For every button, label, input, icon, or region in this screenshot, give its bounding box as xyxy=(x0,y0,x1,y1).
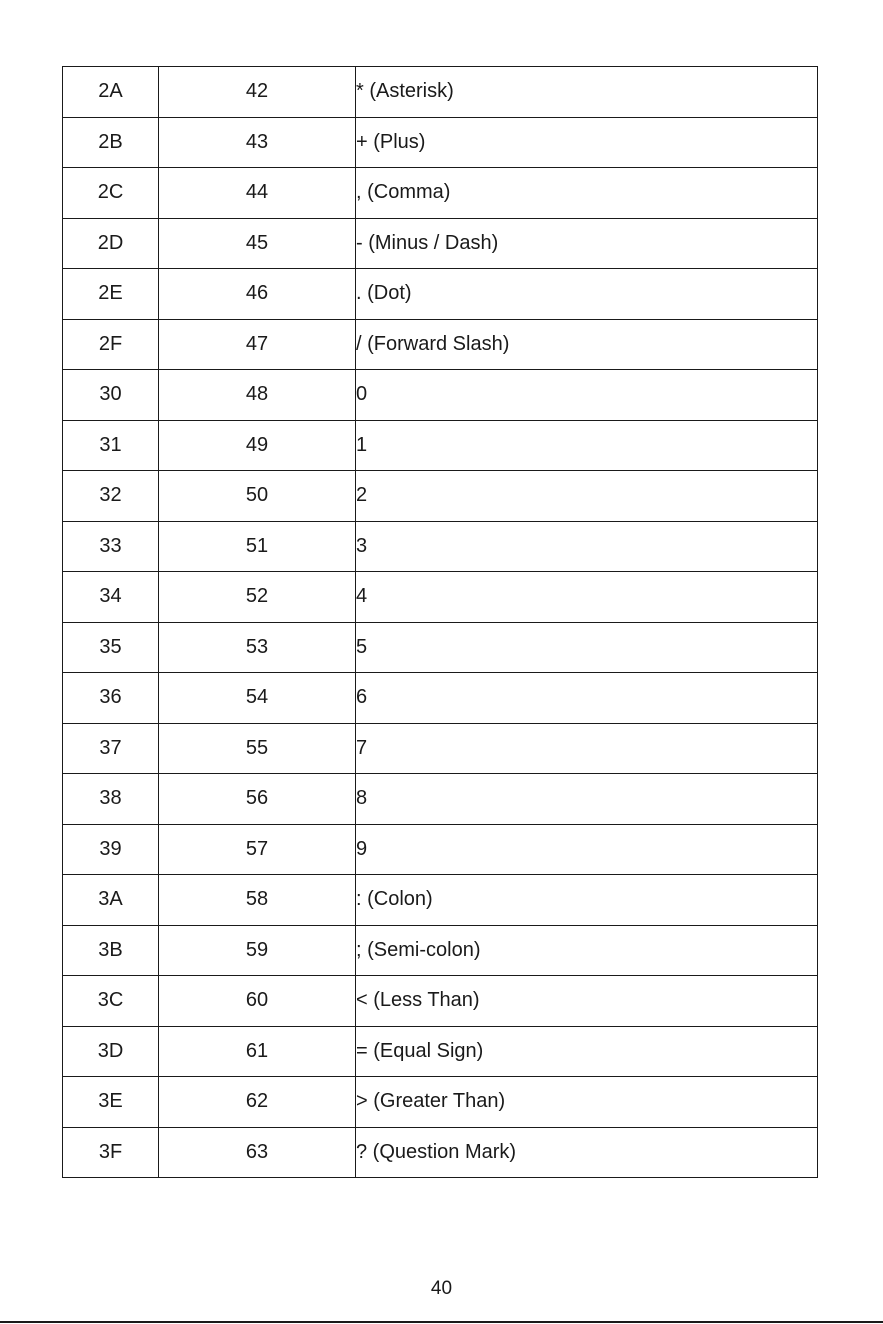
hex-code-cell: 34 xyxy=(63,572,159,623)
hex-code-cell: 31 xyxy=(63,420,159,471)
hex-code-cell: 37 xyxy=(63,723,159,774)
decimal-code-cell: 53 xyxy=(159,622,356,673)
table-row xyxy=(63,370,818,421)
character-cell: 4 xyxy=(356,572,818,623)
table-row xyxy=(63,1077,818,1128)
character-cell: ; (Semi-colon) xyxy=(356,925,818,976)
hex-code-cell: 2F xyxy=(63,319,159,370)
character-cell: 6 xyxy=(356,673,818,724)
ascii-table xyxy=(62,66,818,1178)
hex-code-cell: 3C xyxy=(63,976,159,1027)
character-cell: 7 xyxy=(356,723,818,774)
hex-code-cell: 3F xyxy=(63,1127,159,1178)
hex-code-cell: 2A xyxy=(63,67,159,118)
table-row xyxy=(63,976,818,1027)
table-row xyxy=(63,471,818,522)
decimal-code-cell: 56 xyxy=(159,774,356,825)
character-cell: : (Colon) xyxy=(356,875,818,926)
table-row xyxy=(63,1127,818,1178)
decimal-code-cell: 48 xyxy=(159,370,356,421)
character-cell: * (Asterisk) xyxy=(356,67,818,118)
decimal-code-cell: 60 xyxy=(159,976,356,1027)
table-row xyxy=(63,622,818,673)
hex-code-cell: 3B xyxy=(63,925,159,976)
table-row xyxy=(63,1026,818,1077)
character-cell: - (Minus / Dash) xyxy=(356,218,818,269)
decimal-code-cell: 58 xyxy=(159,875,356,926)
decimal-code-cell: 49 xyxy=(159,420,356,471)
table-row xyxy=(63,117,818,168)
hex-code-cell: 2C xyxy=(63,168,159,219)
decimal-code-cell: 59 xyxy=(159,925,356,976)
hex-code-cell: 32 xyxy=(63,471,159,522)
table-row xyxy=(63,824,818,875)
bottom-rule xyxy=(0,1321,883,1323)
table-row xyxy=(63,925,818,976)
decimal-code-cell: 51 xyxy=(159,521,356,572)
decimal-code-cell: 43 xyxy=(159,117,356,168)
hex-code-cell: 38 xyxy=(63,774,159,825)
table-row xyxy=(63,875,818,926)
table-row xyxy=(63,723,818,774)
character-cell: 2 xyxy=(356,471,818,522)
table-row xyxy=(63,67,818,118)
decimal-code-cell: 44 xyxy=(159,168,356,219)
hex-code-cell: 2B xyxy=(63,117,159,168)
decimal-code-cell: 46 xyxy=(159,269,356,320)
character-cell: > (Greater Than) xyxy=(356,1077,818,1128)
hex-code-cell: 39 xyxy=(63,824,159,875)
decimal-code-cell: 55 xyxy=(159,723,356,774)
hex-code-cell: 30 xyxy=(63,370,159,421)
decimal-code-cell: 52 xyxy=(159,572,356,623)
decimal-code-cell: 62 xyxy=(159,1077,356,1128)
hex-code-cell: 3A xyxy=(63,875,159,926)
ascii-table-body xyxy=(63,67,818,1178)
decimal-code-cell: 61 xyxy=(159,1026,356,1077)
hex-code-cell: 33 xyxy=(63,521,159,572)
table-row xyxy=(63,521,818,572)
decimal-code-cell: 54 xyxy=(159,673,356,724)
table-row xyxy=(63,319,818,370)
character-cell: 1 xyxy=(356,420,818,471)
decimal-code-cell: 45 xyxy=(159,218,356,269)
decimal-code-cell: 47 xyxy=(159,319,356,370)
character-cell: < (Less Than) xyxy=(356,976,818,1027)
character-cell: . (Dot) xyxy=(356,269,818,320)
table-row xyxy=(63,572,818,623)
character-cell: 8 xyxy=(356,774,818,825)
table-row xyxy=(63,774,818,825)
table-row xyxy=(63,269,818,320)
decimal-code-cell: 50 xyxy=(159,471,356,522)
hex-code-cell: 2E xyxy=(63,269,159,320)
character-cell: 3 xyxy=(356,521,818,572)
hex-code-cell: 2D xyxy=(63,218,159,269)
table-row xyxy=(63,420,818,471)
character-cell: = (Equal Sign) xyxy=(356,1026,818,1077)
table-row xyxy=(63,218,818,269)
character-cell: / (Forward Slash) xyxy=(356,319,818,370)
character-cell: 0 xyxy=(356,370,818,421)
hex-code-cell: 3E xyxy=(63,1077,159,1128)
character-cell: 5 xyxy=(356,622,818,673)
hex-code-cell: 36 xyxy=(63,673,159,724)
character-cell: 9 xyxy=(356,824,818,875)
decimal-code-cell: 57 xyxy=(159,824,356,875)
hex-code-cell: 35 xyxy=(63,622,159,673)
character-cell: + (Plus) xyxy=(356,117,818,168)
page-number: 40 xyxy=(430,1278,453,1299)
character-cell: , (Comma) xyxy=(356,168,818,219)
decimal-code-cell: 63 xyxy=(159,1127,356,1178)
table-row xyxy=(63,673,818,724)
decimal-code-cell: 42 xyxy=(159,67,356,118)
hex-code-cell: 3D xyxy=(63,1026,159,1077)
table-row xyxy=(63,168,818,219)
character-cell: ? (Question Mark) xyxy=(356,1127,818,1178)
